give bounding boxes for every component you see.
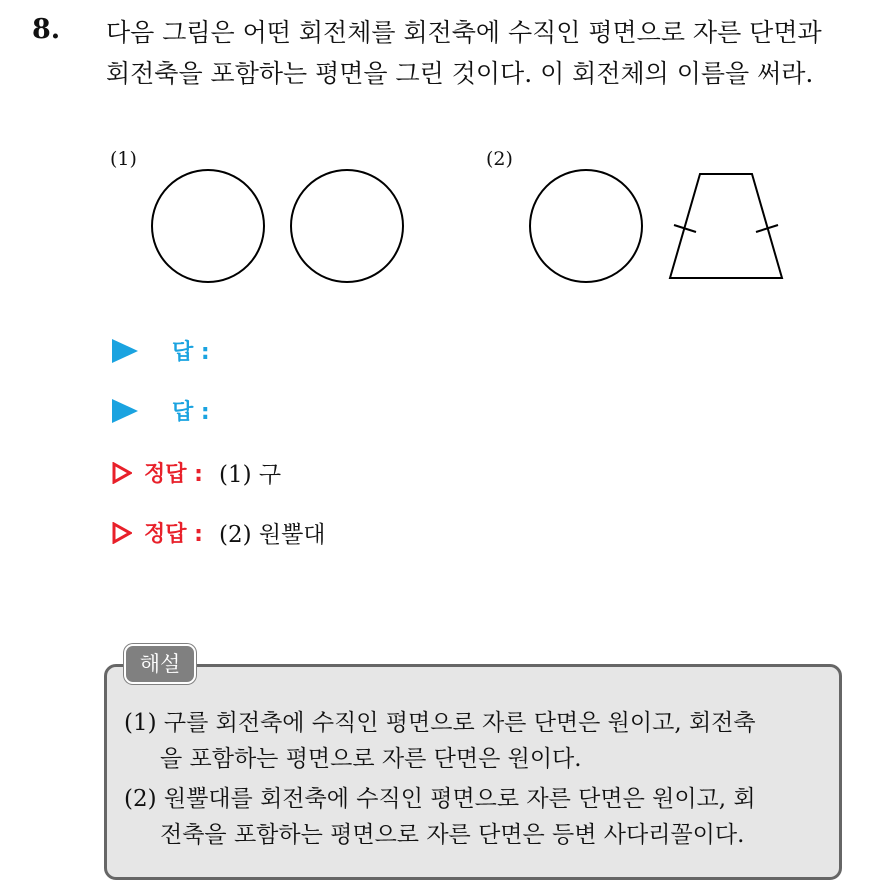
answer-label-2: 답 : <box>172 400 210 425</box>
explanation-line-4: 전축을 포함하는 평면으로 자른 단면은 등변 사다리꼴이다. <box>160 822 745 848</box>
figure-1-label: (1) <box>110 148 137 170</box>
play-arrow-icon <box>112 399 138 423</box>
solution-row-1 <box>112 456 281 489</box>
solution-answer-1 <box>219 456 281 489</box>
solution-answer-2 <box>219 516 326 549</box>
figure-1-axial-section-circle <box>291 170 403 282</box>
solution-value-2: 원뿔대 <box>258 522 326 548</box>
play-arrow-icon <box>112 339 138 363</box>
answer-label-1: 답 : <box>172 340 210 365</box>
figure-1-cross-section-circle <box>152 170 264 282</box>
explanation-tag: 해설 <box>124 644 196 684</box>
explanation-line-3: (2) 원뿔대를 회전축에 수직인 평면으로 자른 단면은 원이고, 회 <box>124 786 756 812</box>
question-line-1: 다음 그림은 어떤 회전체를 회전축에 수직인 평면으로 자른 단면과 <box>106 18 822 47</box>
answer-row-2 <box>112 395 210 426</box>
solution-value-1: 구 <box>258 462 282 488</box>
explanation-line-2: 을 포함하는 평면으로 자른 단면은 원이다. <box>160 746 582 772</box>
explanation-line-1: (1) 구를 회전축에 수직인 평면으로 자른 단면은 원이고, 회전축 <box>124 710 756 736</box>
question-line-2: 회전축을 포함하는 평면을 그린 것이다. 이 회전체의 이름을 써라. <box>106 59 814 88</box>
solution-number-2: (2) <box>218 522 252 548</box>
outline-triangle-icon <box>112 522 132 544</box>
solution-number-1: (1) <box>218 462 252 488</box>
question-number: 8. <box>32 14 61 45</box>
solution-label-2: 정답 : <box>144 522 203 547</box>
figures-drawing <box>0 0 884 330</box>
solution-label-1: 정답 : <box>144 462 203 487</box>
figure-2-cross-section-circle <box>530 170 642 282</box>
answer-row-1 <box>112 335 210 366</box>
figure-2-label: (2) <box>486 148 513 170</box>
figure-2-isosceles-trapezoid <box>670 174 782 278</box>
solution-row-2 <box>112 516 326 549</box>
outline-triangle-icon <box>112 462 132 484</box>
